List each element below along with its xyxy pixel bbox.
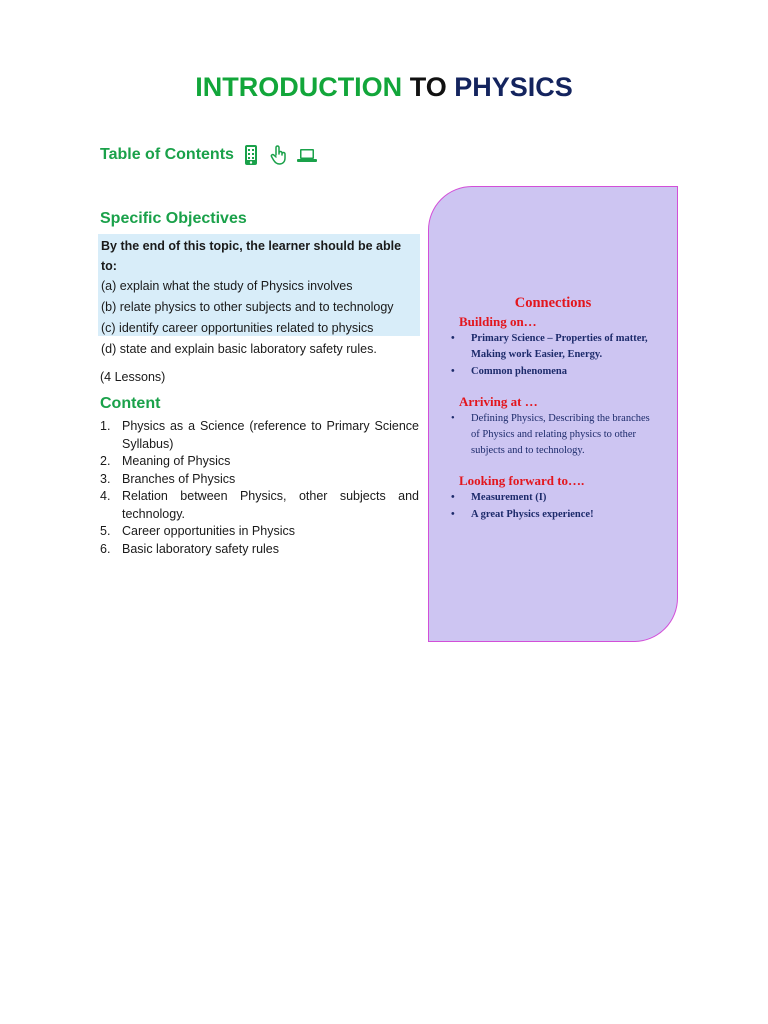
content-item-text: Career opportunities in Physics: [122, 524, 295, 538]
looking-forward-heading: Looking forward to….: [459, 473, 585, 488]
content-item: [100, 488, 419, 523]
looking-forward-item: [451, 507, 661, 523]
content-item: [100, 418, 419, 453]
content-item-number: 2.: [100, 454, 111, 468]
content-item-number: 6.: [100, 541, 111, 556]
content-item: [100, 453, 419, 471]
bullet-text: Common phenomena: [471, 366, 567, 377]
content-item-number: 1.: [100, 419, 111, 433]
table-of-contents-link[interactable]: [100, 144, 318, 166]
title-part-to: TO: [409, 72, 447, 102]
bullet-icon: •: [451, 366, 455, 377]
building-on-heading: Building on…: [459, 314, 537, 329]
bullet-icon: •: [451, 492, 455, 503]
content-item-text: Branches of Physics: [122, 471, 236, 486]
content-heading: Content: [100, 395, 161, 412]
objective-item: (b) relate physics to other subjects and to technology: [101, 300, 394, 314]
objective-item: (d) state and explain basic laboratory safety rules.: [101, 342, 377, 356]
laptop-icon[interactable]: [296, 144, 318, 166]
content-item: [100, 471, 419, 489]
objectives-heading: Specific Objectives: [100, 210, 247, 227]
arriving-at-heading: Arriving at …: [459, 394, 538, 409]
content-item: [100, 541, 419, 559]
content-item-text: Meaning of Physics: [122, 454, 231, 468]
title-part-physics: PHYSICS: [454, 72, 573, 102]
objectives-box: [98, 234, 420, 356]
arriving-at-item: [451, 411, 661, 459]
building-on-item: [451, 364, 661, 380]
bullet-text: Defining Physics, Describing the branches of Physics and relating physics to other subjects and to technology.: [471, 413, 650, 456]
connections-panel: [428, 186, 678, 642]
building-on-item: [451, 331, 661, 363]
bullet-icon: •: [451, 509, 455, 520]
title-part-introduction: INTRODUCTION: [195, 72, 403, 102]
content-item: [100, 523, 419, 541]
objective-item: (c) identify career opportunities related to physics: [101, 321, 374, 335]
bullet-text: Primary Science – Properties of matter, Making work Easier, Energy.: [471, 333, 648, 360]
content-item-number: 4.: [100, 489, 111, 503]
objectives-lead: By the end of this topic, the learner should be able to:: [101, 239, 402, 273]
content-item-number: 3.: [100, 471, 111, 486]
connections-title: Connections: [514, 295, 592, 311]
bullet-icon: •: [451, 413, 455, 424]
toc-label: Table of Contents: [100, 146, 234, 163]
page-title: [0, 72, 768, 103]
content-item-number: 5.: [100, 524, 111, 538]
content-list: [100, 418, 419, 558]
bullet-text: Measurement (I): [471, 492, 547, 503]
phone-icon[interactable]: [240, 144, 262, 166]
looking-forward-item: [451, 490, 661, 506]
content-item-text: Relation between Physics, other subjects and technology.: [122, 489, 419, 521]
bullet-text: A great Physics experience!: [471, 509, 594, 520]
objective-item: (a) explain what the study of Physics involves: [101, 279, 353, 293]
content-item-text: Physics as a Science (reference to Primary Science Syllabus): [122, 419, 419, 451]
content-item-text: Basic laboratory safety rules: [122, 541, 280, 556]
hand-pointer-icon[interactable]: [268, 144, 290, 166]
bullet-icon: •: [451, 333, 455, 344]
lessons-count: (4 Lessons): [100, 370, 166, 384]
